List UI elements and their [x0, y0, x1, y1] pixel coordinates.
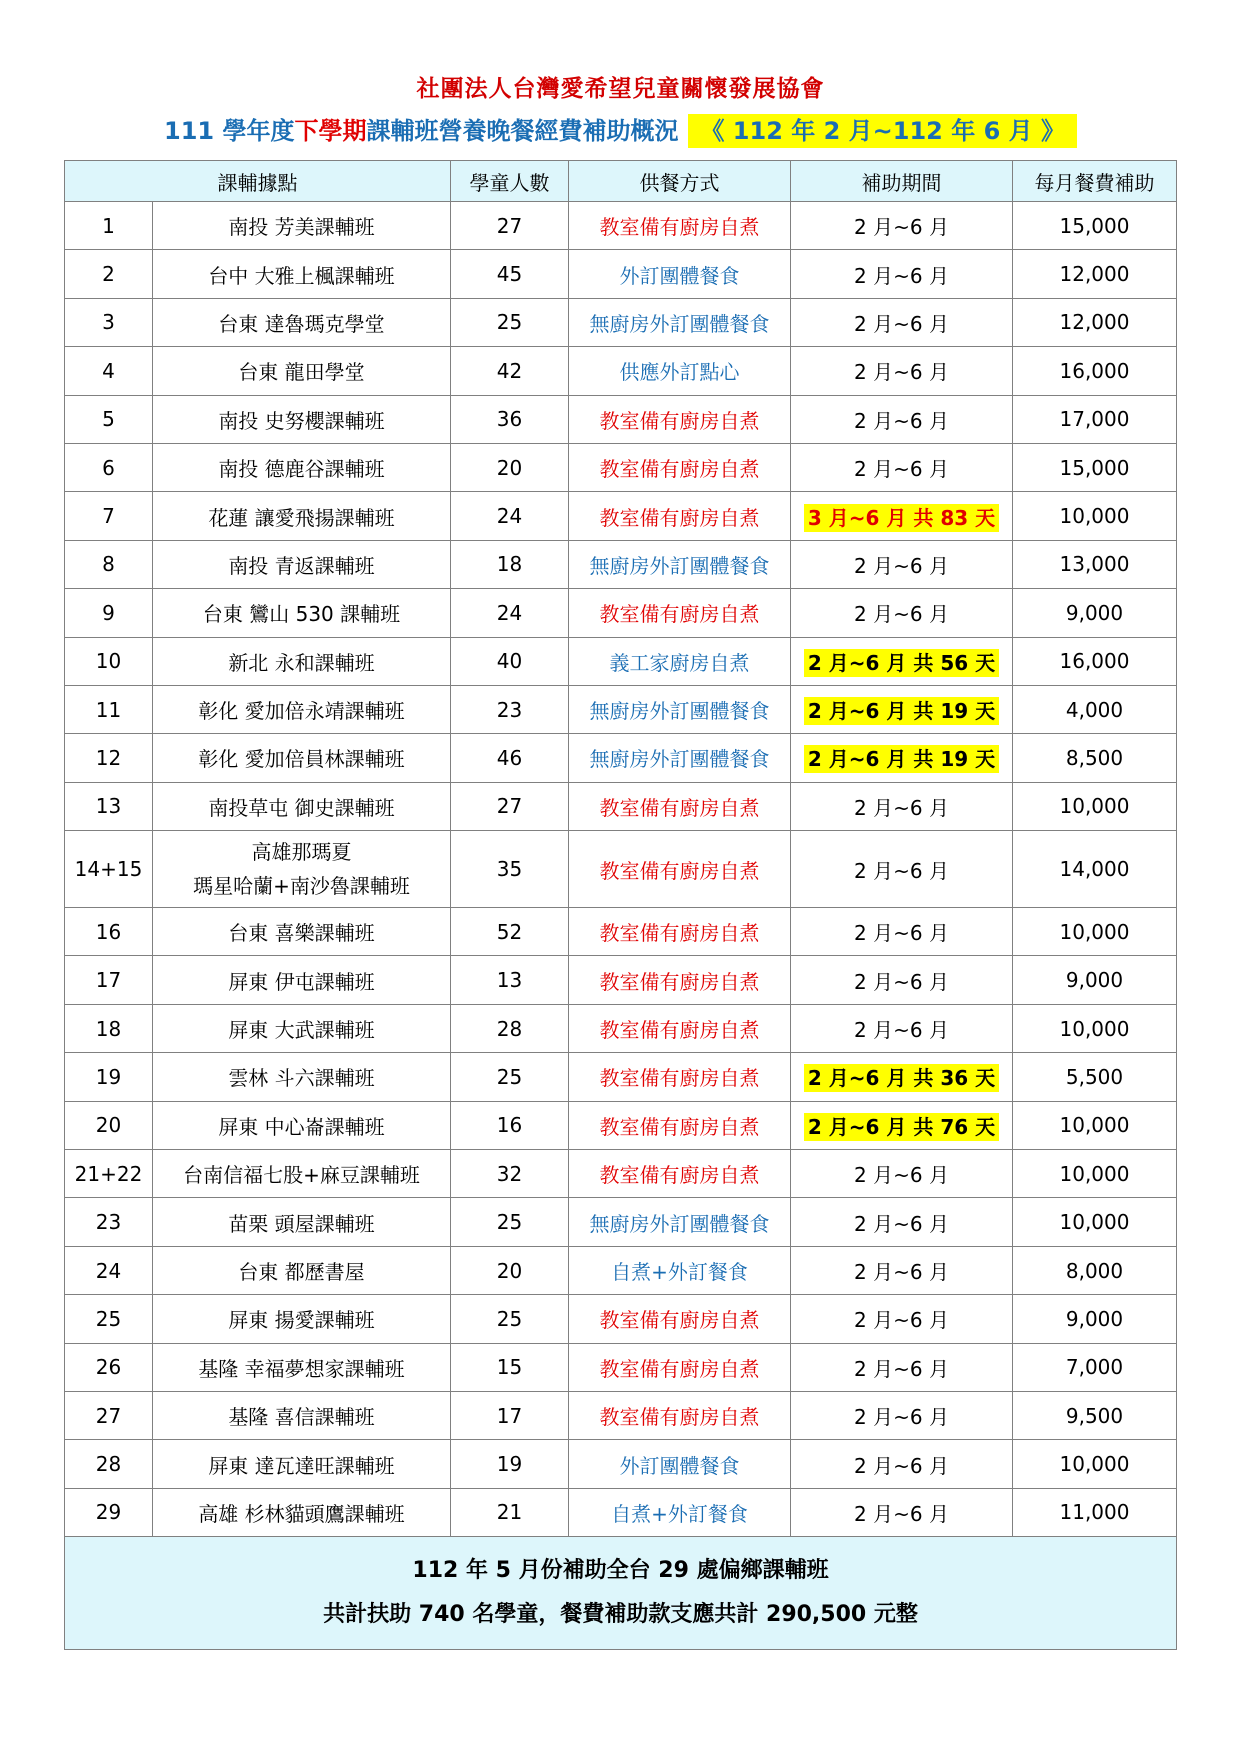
subtitle-topic: 課輔班營養晚餐經費補助概況 [366, 117, 679, 145]
student-count: 16 [451, 1101, 569, 1149]
student-count: 25 [451, 1295, 569, 1343]
student-count: 40 [451, 637, 569, 685]
row-number: 10 [65, 637, 153, 685]
student-count: 36 [451, 395, 569, 443]
monthly-amount: 16,000 [1013, 347, 1177, 395]
student-count: 13 [451, 956, 569, 1004]
subsidy-period: 2 月~6 月 [791, 202, 1013, 250]
monthly-amount: 8,500 [1013, 734, 1177, 782]
col-header-amount: 每月餐費補助 [1013, 161, 1177, 202]
row-number: 2 [65, 250, 153, 298]
period-highlight: 3 月~6 月 共 83 天 [804, 504, 999, 532]
meal-method: 無廚房外訂團體餐食 [569, 540, 791, 588]
monthly-amount: 9,000 [1013, 1295, 1177, 1343]
row-number: 17 [65, 956, 153, 1004]
table-row [65, 1440, 1177, 1488]
monthly-amount: 14,000 [1013, 831, 1177, 908]
row-number: 11 [65, 685, 153, 733]
meal-method: 外訂團體餐食 [569, 1440, 791, 1488]
monthly-amount: 10,000 [1013, 782, 1177, 830]
row-number: 13 [65, 782, 153, 830]
location-name: 屏東 中心崙課輔班 [153, 1101, 451, 1149]
monthly-amount: 12,000 [1013, 250, 1177, 298]
location-name: 台東 喜樂課輔班 [153, 908, 451, 956]
location-name: 台東 達魯瑪克學堂 [153, 298, 451, 346]
row-number: 8 [65, 540, 153, 588]
location-name: 彰化 愛加倍永靖課輔班 [153, 685, 451, 733]
row-number: 25 [65, 1295, 153, 1343]
period-highlight: 2 月~6 月 共 76 天 [804, 1113, 999, 1141]
period-highlight: 2 月~6 月 共 56 天 [804, 649, 999, 677]
subsidy-period [791, 492, 1013, 540]
location-name: 屏東 達瓦達旺課輔班 [153, 1440, 451, 1488]
row-number: 6 [65, 443, 153, 491]
meal-method: 無廚房外訂團體餐食 [569, 298, 791, 346]
subsidy-period: 2 月~6 月 [791, 1246, 1013, 1294]
table-row [65, 956, 1177, 1004]
monthly-amount: 15,000 [1013, 202, 1177, 250]
monthly-amount: 9,000 [1013, 956, 1177, 1004]
location-name: 新北 永和課輔班 [153, 637, 451, 685]
student-count: 24 [451, 492, 569, 540]
meal-method: 供應外訂點心 [569, 347, 791, 395]
meal-method: 教室備有廚房自煮 [569, 831, 791, 908]
table-row [65, 637, 1177, 685]
row-number: 27 [65, 1391, 153, 1439]
monthly-amount: 8,000 [1013, 1246, 1177, 1294]
student-count: 25 [451, 1053, 569, 1101]
row-number: 14+15 [65, 831, 153, 908]
table-row [65, 202, 1177, 250]
subsidy-period: 2 月~6 月 [791, 1488, 1013, 1536]
student-count: 35 [451, 831, 569, 908]
table-row [65, 298, 1177, 346]
table-row [65, 1488, 1177, 1536]
row-number: 21+22 [65, 1150, 153, 1198]
table-header-row [65, 161, 1177, 202]
subsidy-period: 2 月~6 月 [791, 540, 1013, 588]
student-count: 21 [451, 1488, 569, 1536]
table-row [65, 1004, 1177, 1052]
subsidy-period [791, 637, 1013, 685]
row-number: 19 [65, 1053, 153, 1101]
subsidy-period: 2 月~6 月 [791, 1198, 1013, 1246]
subsidy-period [791, 685, 1013, 733]
table-row [65, 540, 1177, 588]
table-row [65, 1246, 1177, 1294]
period-highlight: 2 月~6 月 共 19 天 [804, 697, 999, 725]
student-count: 28 [451, 1004, 569, 1052]
subtitle-year: 111 學年度 [164, 117, 295, 145]
subsidy-period [791, 1101, 1013, 1149]
location-name: 台東 龍田學堂 [153, 347, 451, 395]
table-row [65, 589, 1177, 637]
subsidy-period: 2 月~6 月 [791, 782, 1013, 830]
student-count: 20 [451, 1246, 569, 1294]
monthly-amount: 10,000 [1013, 1440, 1177, 1488]
row-number: 23 [65, 1198, 153, 1246]
monthly-amount: 16,000 [1013, 637, 1177, 685]
location-name: 南投 芳美課輔班 [153, 202, 451, 250]
location-name: 基隆 喜信課輔班 [153, 1391, 451, 1439]
meal-method: 外訂團體餐食 [569, 250, 791, 298]
monthly-amount: 10,000 [1013, 1004, 1177, 1052]
location-name: 高雄 杉林貓頭鷹課輔班 [153, 1488, 451, 1536]
location-name [153, 831, 451, 908]
table-body [65, 202, 1177, 1537]
location-name: 屏東 大武課輔班 [153, 1004, 451, 1052]
row-number: 20 [65, 1101, 153, 1149]
meal-method: 教室備有廚房自煮 [569, 589, 791, 637]
meal-method: 教室備有廚房自煮 [569, 443, 791, 491]
student-count: 19 [451, 1440, 569, 1488]
row-number: 18 [65, 1004, 153, 1052]
table-row [65, 734, 1177, 782]
student-count: 32 [451, 1150, 569, 1198]
table-row [65, 1101, 1177, 1149]
summary-line-2: 共計扶助 740 名學童，餐費補助款支應共計 290,500 元整 [323, 1602, 918, 1628]
row-number: 1 [65, 202, 153, 250]
subsidy-period: 2 月~6 月 [791, 443, 1013, 491]
organization-title: 社團法人台灣愛希望兒童關懷發展協會 [416, 76, 825, 102]
meal-method: 教室備有廚房自煮 [569, 782, 791, 830]
monthly-amount: 10,000 [1013, 1150, 1177, 1198]
meal-method: 教室備有廚房自煮 [569, 1053, 791, 1101]
student-count: 24 [451, 589, 569, 637]
summary-line-1: 112 年 5 月份補助全台 29 處偏鄉課輔班 [412, 1558, 829, 1584]
col-header-location: 課輔據點 [65, 161, 451, 202]
monthly-amount: 10,000 [1013, 1101, 1177, 1149]
report-subtitle [0, 111, 1241, 146]
meal-method: 自煮+外訂餐食 [569, 1488, 791, 1536]
subsidy-period: 2 月~6 月 [791, 1391, 1013, 1439]
subsidy-period: 2 月~6 月 [791, 1004, 1013, 1052]
location-name: 花蓮 讓愛飛揚課輔班 [153, 492, 451, 540]
subsidy-period [791, 734, 1013, 782]
student-count: 46 [451, 734, 569, 782]
subsidy-table [64, 160, 1177, 1650]
subtitle-semester: 下學期 [294, 117, 367, 145]
location-name: 彰化 愛加倍員林課輔班 [153, 734, 451, 782]
meal-method: 自煮+外訂餐食 [569, 1246, 791, 1294]
location-name: 屏東 伊屯課輔班 [153, 956, 451, 1004]
subsidy-period [791, 1053, 1013, 1101]
row-number: 26 [65, 1343, 153, 1391]
meal-method: 教室備有廚房自煮 [569, 1150, 791, 1198]
location-name: 台東 鸞山 530 課輔班 [153, 589, 451, 637]
student-count: 25 [451, 298, 569, 346]
row-number: 3 [65, 298, 153, 346]
meal-method: 教室備有廚房自煮 [569, 492, 791, 540]
location-name: 南投草屯 御史課輔班 [153, 782, 451, 830]
subsidy-period: 2 月~6 月 [791, 831, 1013, 908]
row-number: 24 [65, 1246, 153, 1294]
monthly-amount: 9,000 [1013, 589, 1177, 637]
col-header-method: 供餐方式 [569, 161, 791, 202]
monthly-amount: 12,000 [1013, 298, 1177, 346]
subsidy-period: 2 月~6 月 [791, 298, 1013, 346]
table-row [65, 395, 1177, 443]
subsidy-period: 2 月~6 月 [791, 395, 1013, 443]
subsidy-period: 2 月~6 月 [791, 1343, 1013, 1391]
monthly-amount: 9,500 [1013, 1391, 1177, 1439]
location-name: 基隆 幸福夢想家課輔班 [153, 1343, 451, 1391]
meal-method: 教室備有廚房自煮 [569, 908, 791, 956]
subsidy-period: 2 月~6 月 [791, 908, 1013, 956]
monthly-amount: 4,000 [1013, 685, 1177, 733]
table-row [65, 1053, 1177, 1101]
monthly-amount: 7,000 [1013, 1343, 1177, 1391]
period-highlight: 2 月~6 月 共 19 天 [804, 745, 999, 773]
table-row [65, 908, 1177, 956]
table-row [65, 685, 1177, 733]
meal-method: 無廚房外訂團體餐食 [569, 1198, 791, 1246]
meal-method: 教室備有廚房自煮 [569, 395, 791, 443]
monthly-amount: 11,000 [1013, 1488, 1177, 1536]
meal-method: 教室備有廚房自煮 [569, 202, 791, 250]
meal-method: 無廚房外訂團體餐食 [569, 734, 791, 782]
row-number: 12 [65, 734, 153, 782]
table-row [65, 782, 1177, 830]
subsidy-period: 2 月~6 月 [791, 1295, 1013, 1343]
location-name: 台中 大雅上楓課輔班 [153, 250, 451, 298]
location-name: 屏東 揚愛課輔班 [153, 1295, 451, 1343]
student-count: 25 [451, 1198, 569, 1246]
meal-method: 教室備有廚房自煮 [569, 956, 791, 1004]
monthly-amount: 13,000 [1013, 540, 1177, 588]
row-number: 5 [65, 395, 153, 443]
location-name-line-2: 瑪星哈蘭+南沙魯課輔班 [193, 874, 410, 899]
monthly-amount: 17,000 [1013, 395, 1177, 443]
monthly-amount: 15,000 [1013, 443, 1177, 491]
meal-method: 義工家廚房自煮 [569, 637, 791, 685]
monthly-amount: 10,000 [1013, 908, 1177, 956]
location-name: 台南信福七股+麻豆課輔班 [153, 1150, 451, 1198]
subsidy-period: 2 月~6 月 [791, 956, 1013, 1004]
table-row [65, 347, 1177, 395]
monthly-amount: 10,000 [1013, 492, 1177, 540]
student-count: 42 [451, 347, 569, 395]
row-number: 28 [65, 1440, 153, 1488]
col-header-period: 補助期間 [791, 161, 1013, 202]
table-row [65, 1391, 1177, 1439]
subsidy-period: 2 月~6 月 [791, 1150, 1013, 1198]
location-name-line-1: 高雄那瑪夏 [251, 840, 352, 865]
subsidy-period: 2 月~6 月 [791, 589, 1013, 637]
row-number: 9 [65, 589, 153, 637]
student-count: 27 [451, 202, 569, 250]
subsidy-period: 2 月~6 月 [791, 347, 1013, 395]
col-header-count: 學童人數 [451, 161, 569, 202]
table-row [65, 443, 1177, 491]
location-name: 南投 德鹿谷課輔班 [153, 443, 451, 491]
subsidy-period: 2 月~6 月 [791, 1440, 1013, 1488]
student-count: 27 [451, 782, 569, 830]
location-name: 台東 都歷書屋 [153, 1246, 451, 1294]
period-highlight: 2 月~6 月 共 36 天 [804, 1064, 999, 1092]
monthly-amount: 10,000 [1013, 1198, 1177, 1246]
table-row [65, 1343, 1177, 1391]
row-number: 7 [65, 492, 153, 540]
student-count: 20 [451, 443, 569, 491]
subsidy-period: 2 月~6 月 [791, 250, 1013, 298]
meal-method: 教室備有廚房自煮 [569, 1391, 791, 1439]
summary-row [65, 1537, 1177, 1650]
location-name: 雲林 斗六課輔班 [153, 1053, 451, 1101]
meal-method: 教室備有廚房自煮 [569, 1004, 791, 1052]
table-row [65, 1198, 1177, 1246]
meal-method: 教室備有廚房自煮 [569, 1295, 791, 1343]
student-count: 52 [451, 908, 569, 956]
student-count: 18 [451, 540, 569, 588]
row-number: 4 [65, 347, 153, 395]
student-count: 17 [451, 1391, 569, 1439]
meal-method: 無廚房外訂團體餐食 [569, 685, 791, 733]
table-row [65, 1150, 1177, 1198]
row-number: 16 [65, 908, 153, 956]
table-row [65, 1295, 1177, 1343]
row-number: 29 [65, 1488, 153, 1536]
location-name: 南投 青返課輔班 [153, 540, 451, 588]
meal-method: 教室備有廚房自煮 [569, 1343, 791, 1391]
student-count: 23 [451, 685, 569, 733]
table-row [65, 492, 1177, 540]
monthly-amount: 5,500 [1013, 1053, 1177, 1101]
student-count: 15 [451, 1343, 569, 1391]
location-name: 苗栗 頭屋課輔班 [153, 1198, 451, 1246]
subtitle-period: 《 112 年 2 月~112 年 6 月 》 [688, 114, 1077, 148]
summary-cell [65, 1537, 1177, 1650]
table-row [65, 250, 1177, 298]
student-count: 45 [451, 250, 569, 298]
meal-method: 教室備有廚房自煮 [569, 1101, 791, 1149]
location-name: 南投 史努櫻課輔班 [153, 395, 451, 443]
table-row [65, 831, 1177, 908]
